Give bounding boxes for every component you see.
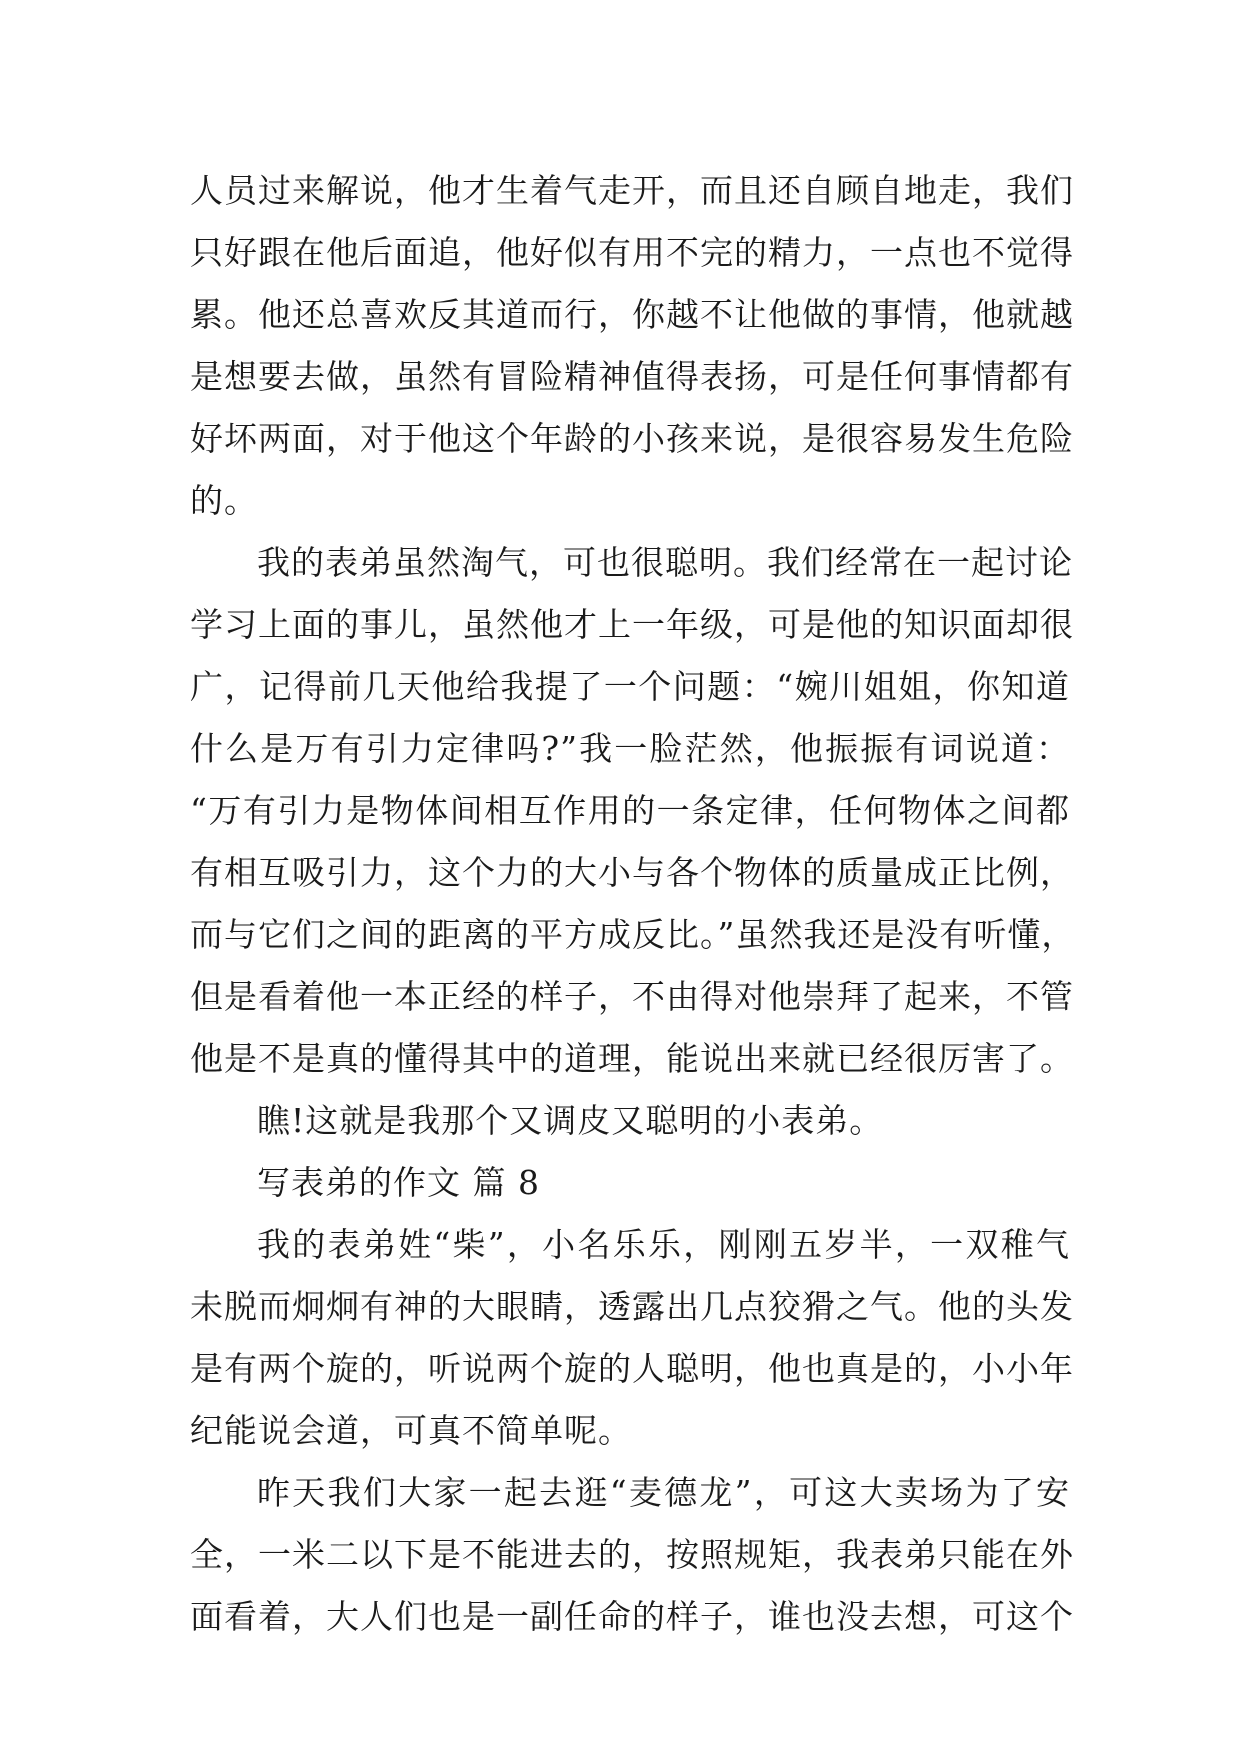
paragraph-first-line: 我的表弟虽然淘气，可也很聪明。我们经常在一起讨论: [257, 543, 1073, 582]
text-line: 是想要去做，虽然有冒险精神值得表扬，可是任何事情都有: [190, 357, 1074, 396]
paragraph-single-line: 瞧!这就是我那个又调皮又聪明的小表弟。: [257, 1101, 884, 1140]
text-line: 累。他还总喜欢反其道而行，你越不让他做的事情，他就越: [190, 295, 1074, 334]
text-line: 是有两个旋的，听说两个旋的人聪明，他也真是的，小小年: [190, 1349, 1074, 1388]
text-line: 有相互吸引力，这个力的大小与各个物体的质量成正比例，: [190, 853, 1074, 892]
text-line: 什么是万有引力定律吗?”我一脸茫然，他振振有词说道：: [190, 729, 1070, 768]
text-line: “万有引力是物体间相互作用的一条定律，任何物体之间都: [190, 791, 1070, 830]
text-line: 的。: [190, 481, 258, 520]
text-line: 他是不是真的懂得其中的道理，能说出来就已经很厉害了。: [190, 1039, 1074, 1078]
text-line: 纪能说会道，可真不简单呢。: [190, 1411, 632, 1450]
essay-body: [190, 160, 1076, 1648]
section-heading: 写表弟的作文 篇 8: [257, 1163, 540, 1202]
text-line: 但是看着他一本正经的样子，不由得对他崇拜了起来，不管: [190, 977, 1074, 1016]
text-line: 好坏两面，对于他这个年龄的小孩来说，是很容易发生危险: [190, 419, 1074, 458]
text-line: 广，记得前几天他给我提了一个问题：“婉川姐姐，你知道: [190, 667, 1070, 706]
text-line: 只好跟在他后面追，他好似有用不完的精力，一点也不觉得: [190, 233, 1074, 272]
text-line: 而与它们之间的距离的平方成反比。”虽然我还是没有听懂，: [190, 915, 1076, 954]
text-line: 学习上面的事儿，虽然他才上一年级，可是他的知识面却很: [190, 605, 1074, 644]
text-line: 人员过来解说，他才生着气走开，而且还自顾自地走，我们: [190, 171, 1074, 210]
paragraph-first-line: 我的表弟姓“柴”，小名乐乐，刚刚五岁半，一双稚气: [257, 1225, 1070, 1264]
text-line: 全，一米二以下是不能进去的，按照规矩，我表弟只能在外: [190, 1535, 1074, 1574]
paragraph-first-line: 昨天我们大家一起去逛“麦德龙”，可这大卖场为了安: [257, 1473, 1070, 1512]
text-line: 未脱而炯炯有神的大眼睛，透露出几点狡猾之气。他的头发: [190, 1287, 1074, 1326]
text-line: 面看着，大人们也是一副任命的样子，谁也没去想，可这个: [190, 1597, 1074, 1636]
